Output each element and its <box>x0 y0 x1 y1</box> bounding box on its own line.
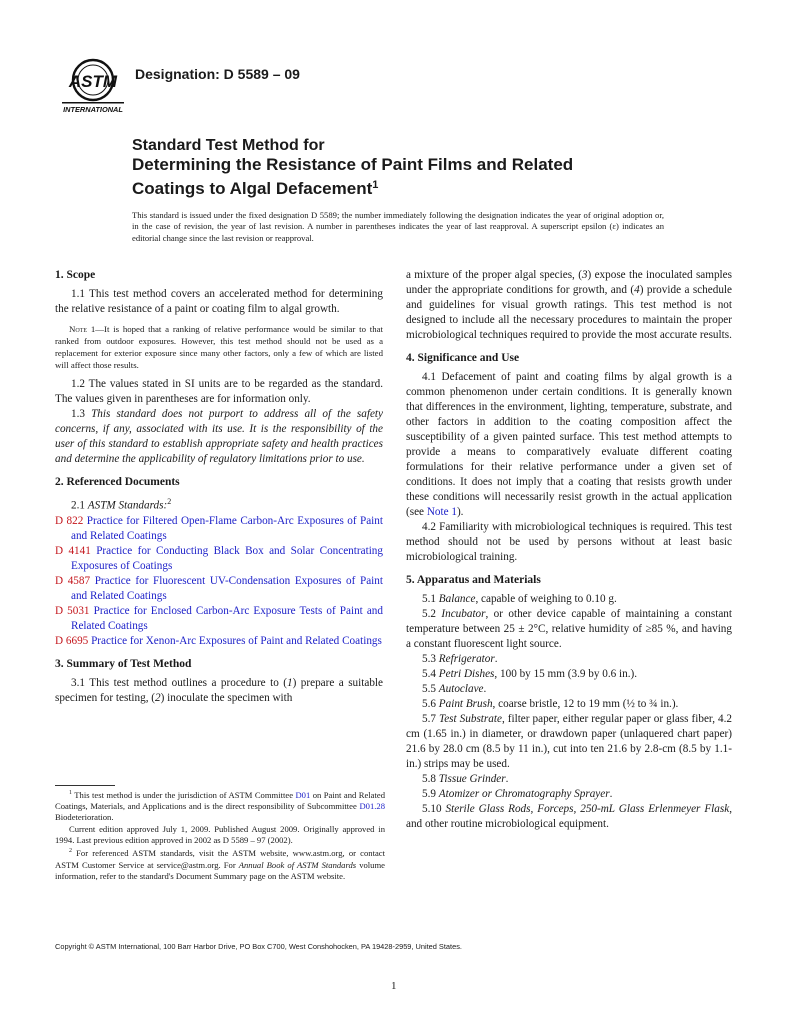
text-run: volume information, refer to the standard's Document Summary page on the ASTM website. <box>55 859 385 881</box>
item-number: 5.7 <box>422 713 440 725</box>
item-description: . <box>483 683 487 695</box>
item-description: , filter paper, either regular paper or glass fiber, 4.2 cm (1.65 in.) in diameter, or drawdown paper (unlaquered chart paper) 21.6 by 28.0 cm (8.5 by 11 in.), cut into ten 21.6 by 2.8-cm (8.5 by 1.1-in.) strips may be used. <box>406 713 733 770</box>
designation: Designation: D 5589 – 09 <box>135 66 300 82</box>
reference-code[interactable]: D 822 <box>55 514 84 527</box>
text-run: ) expose the inoculated samples under the appropriate conditions for growth, and ( <box>406 269 732 296</box>
item-number: 5.8 <box>422 773 439 785</box>
paragraph-1-3-num: 1.3 <box>71 408 92 420</box>
item-description: , coarse bristle, 12 to 19 mm (½ to ¾ in.). <box>492 698 679 710</box>
footnotes <box>55 788 385 882</box>
text-run: Annual Book of ASTM Standards <box>238 859 357 870</box>
text-run: For referenced ASTM standards, visit the ASTM website, www.astm.org, or contact ASTM Customer Service at service@astm.org. For <box>55 848 385 870</box>
committee-link[interactable]: D01 <box>295 789 311 800</box>
item-name: Autoclave <box>438 683 484 695</box>
paragraph-1-2: 1.2 The values stated in SI units are to be regarded as the standard. The values given in parentheses are for information only. <box>55 378 383 405</box>
item-number: 5.3 <box>422 653 439 665</box>
copyright-notice: Copyright © ASTM International, 100 Barr Harbor Drive, PO Box C700, West Conshohocken, PA 19428-2959, United States. <box>55 942 462 951</box>
item-description: , or other device capable of maintaining a constant temperature between 25 ± 2°C, relative humidity of ≥85 %, and having a constant fluorescent light source. <box>406 608 733 650</box>
item-name: Incubator <box>441 608 486 620</box>
item-description: , capable of weighing to 0.10 g. <box>475 593 617 605</box>
title-line-3 <box>132 175 692 199</box>
apparatus-item <box>406 607 732 652</box>
text-run: 3.1 This test method outlines a procedure to ( <box>71 676 287 689</box>
title-line-2: Determining the Resistance of Paint Films and Related <box>132 155 574 174</box>
right-column <box>406 268 732 832</box>
item-description: , and other routine microbiological equipment. <box>406 803 732 830</box>
item-number: 5.10 <box>422 803 446 815</box>
reference-item[interactable] <box>55 604 383 634</box>
reference-code[interactable]: D 4587 <box>55 574 91 587</box>
paragraph-2-1-text: ASTM Standards: <box>87 499 168 512</box>
item-name: Sterile Glass Rods, Forceps, 250-mL Glass Erlenmeyer Flask <box>445 803 730 815</box>
footnote-divider <box>55 785 115 786</box>
note-label: Note <box>69 324 88 334</box>
paragraph-2-1 <box>55 494 383 514</box>
title-block <box>132 136 692 199</box>
logo-subtext: INTERNATIONAL <box>63 105 123 114</box>
apparatus-item <box>406 787 732 802</box>
item-description: . <box>494 653 498 665</box>
apparatus-item <box>406 592 732 607</box>
item-number: 5.9 <box>422 788 439 800</box>
step-number: 1 <box>287 676 293 689</box>
note-1-link[interactable]: Note 1 <box>426 506 457 518</box>
item-name: Test Substrate <box>439 713 502 725</box>
step-number: 3 <box>581 269 588 281</box>
reference-item[interactable] <box>55 574 383 604</box>
apparatus-item <box>406 697 732 712</box>
footnote-1 <box>55 788 385 824</box>
title-line-1: Standard Test Method for <box>132 137 325 154</box>
item-name: Atomizer or Chromatography Sprayer <box>438 788 610 800</box>
reference-code[interactable]: D 6695 <box>55 634 89 647</box>
reference-title[interactable]: Practice for Conducting Black Box and Solar Concentrating Exposures of Coatings <box>71 544 383 572</box>
reference-title[interactable]: Practice for Enclosed Carbon-Arc Exposure Tests of Paint and Related Coatings <box>71 604 383 632</box>
reference-title[interactable]: Practice for Fluorescent UV-Condensation Exposures of Paint and Related Coatings <box>71 574 383 602</box>
title-line-3-text: Coatings to Algal Defacement <box>132 179 373 198</box>
subcommittee-link[interactable]: D01.28 <box>359 801 385 812</box>
section-heading-summary: 3. Summary of Test Method <box>55 657 192 670</box>
item-name: Petri Dishes <box>438 668 495 680</box>
footnote-marker: 1 <box>69 790 72 796</box>
section-heading-referenced-documents: 2. Referenced Documents <box>55 476 180 488</box>
apparatus-item <box>406 652 732 667</box>
step-number: 4 <box>634 284 640 296</box>
apparatus-item <box>406 712 732 772</box>
footnote-2 <box>55 846 385 882</box>
title-footnote-marker: 1 <box>372 179 379 191</box>
reference-item[interactable] <box>55 514 383 544</box>
item-name: Paint Brush <box>438 698 493 710</box>
paragraph-4-2: 4.2 Familiarity with microbiological techniques is required. This test method should not be used by persons without at least basic microbiological training. <box>406 521 732 563</box>
reference-title[interactable]: Practice for Filtered Open-Flame Carbon-Arc Exposures of Paint and Related Coatings <box>71 514 383 542</box>
apparatus-item <box>406 682 732 697</box>
text-run: ) prepare a suitable specimen for testing, ( <box>55 676 383 704</box>
text-run: This test method is under the jurisdiction of ASTM Committee <box>72 789 296 800</box>
text-run: on Paint and Related Coatings, Materials, and Applications and is the direct responsibility of Subcommittee <box>55 789 385 812</box>
paragraph-1-3-text: This standard does not purport to address all of the safety concerns, if any, associated with its use. It is the responsibility of the user of this standard to establish appropriate safety and health practices and determine the applicability of regulatory limitations prior to use. <box>55 408 383 465</box>
apparatus-item <box>406 667 732 682</box>
item-name: Balance <box>438 593 476 605</box>
step-number: 2 <box>155 691 161 704</box>
paragraph-1-1: 1.1 This test method covers an accelerated method for determining the relative resistance of a paint or coating film to algal growth. <box>55 288 383 315</box>
item-name: Refrigerator <box>438 653 495 665</box>
item-number: 5.4 <box>422 668 439 680</box>
paragraph-3-1-start <box>55 676 383 706</box>
text-run: a mixture of the proper algal species, ( <box>406 269 582 281</box>
item-description: . <box>505 773 509 785</box>
reference-code[interactable]: D 4141 <box>55 544 91 557</box>
item-number: 5.5 <box>422 683 439 695</box>
reference-title[interactable]: Practice for Xenon-Arc Exposures of Paint and Related Coatings <box>91 634 382 647</box>
reference-code[interactable]: D 5031 <box>55 604 90 617</box>
footnote-marker: 2 <box>69 848 72 855</box>
item-name: Tissue Grinder <box>438 773 506 785</box>
text-run: Biodeterioration. <box>55 812 114 823</box>
note-text: 1—It is hoped that a ranking of relative performance would be similar to that ranked from outdoor exposures. However, this test method should not be used as a replacement for exterior exposure since many other factors, only a few of which are listed will affect those results. <box>55 324 383 370</box>
logo-text: ASTM <box>68 72 118 91</box>
text-run: ). <box>456 506 464 518</box>
item-description: . <box>609 788 613 800</box>
text-run: ) provide a schedule and guidelines for visual growth ratings. This test method is not designed to include all the necessary procedures to maintain the proper microbiological techniques required to provide the most accurate results. <box>406 284 732 341</box>
item-description: , 100 by 15 mm (3.9 by 0.6 in.). <box>494 668 638 680</box>
footnote-marker-2: 2 <box>167 497 172 506</box>
section-heading-apparatus: 5. Apparatus and Materials <box>406 574 541 586</box>
paragraph-2-1-num: 2.1 <box>71 499 88 512</box>
section-heading-scope: 1. Scope <box>55 269 96 281</box>
page-number: 1 <box>391 980 397 992</box>
reference-item[interactable] <box>55 634 383 649</box>
left-column <box>55 268 383 706</box>
footnote-1-edition: Current edition approved July 1, 2009. Published August 2009. Originally approved in 1994. Last previous edition approved in 2002 as D 5589 – 97 (2002). <box>55 823 385 846</box>
item-number: 5.2 <box>422 608 442 620</box>
text-run: 4.1 Defacement of paint and coating films by algal growth is a common phenomenon under certain conditions. It is generally known that differences in the environment, lighting, temperature, substrate, and other factors in addition to the coating composition affect the susceptibility of a given painted surface. This test method attempts to provide a means to comparatively evaluate different coating formulations for their relative performance under a given set of conditions. It does not imply that a coating that resists growth under these conditions will necessarily resist growth in the actual application (see <box>406 371 732 518</box>
reference-item[interactable] <box>55 544 383 574</box>
astm-logo <box>62 56 124 114</box>
paragraph-1-3 <box>55 407 383 467</box>
section-heading-significance: 4. Significance and Use <box>406 352 520 364</box>
apparatus-item <box>406 802 732 832</box>
note-1 <box>55 323 383 371</box>
paragraph-4-1 <box>406 370 732 520</box>
paragraph-3-1-continued <box>406 268 732 343</box>
item-number: 5.6 <box>422 698 439 710</box>
issuance-statement: This standard is issued under the fixed designation D 5589; the number immediately following the designation indicates the year of original adoption or, in the case of revision, the year of last revision. A number in parentheses indicates the year of last reapproval. A superscript epsilon (ε) indicates an editorial change since the last revision or reapproval. <box>132 210 664 243</box>
text-run: ) inoculate the specimen with <box>160 691 293 704</box>
item-number: 5.1 <box>422 593 439 605</box>
apparatus-item <box>406 772 732 787</box>
